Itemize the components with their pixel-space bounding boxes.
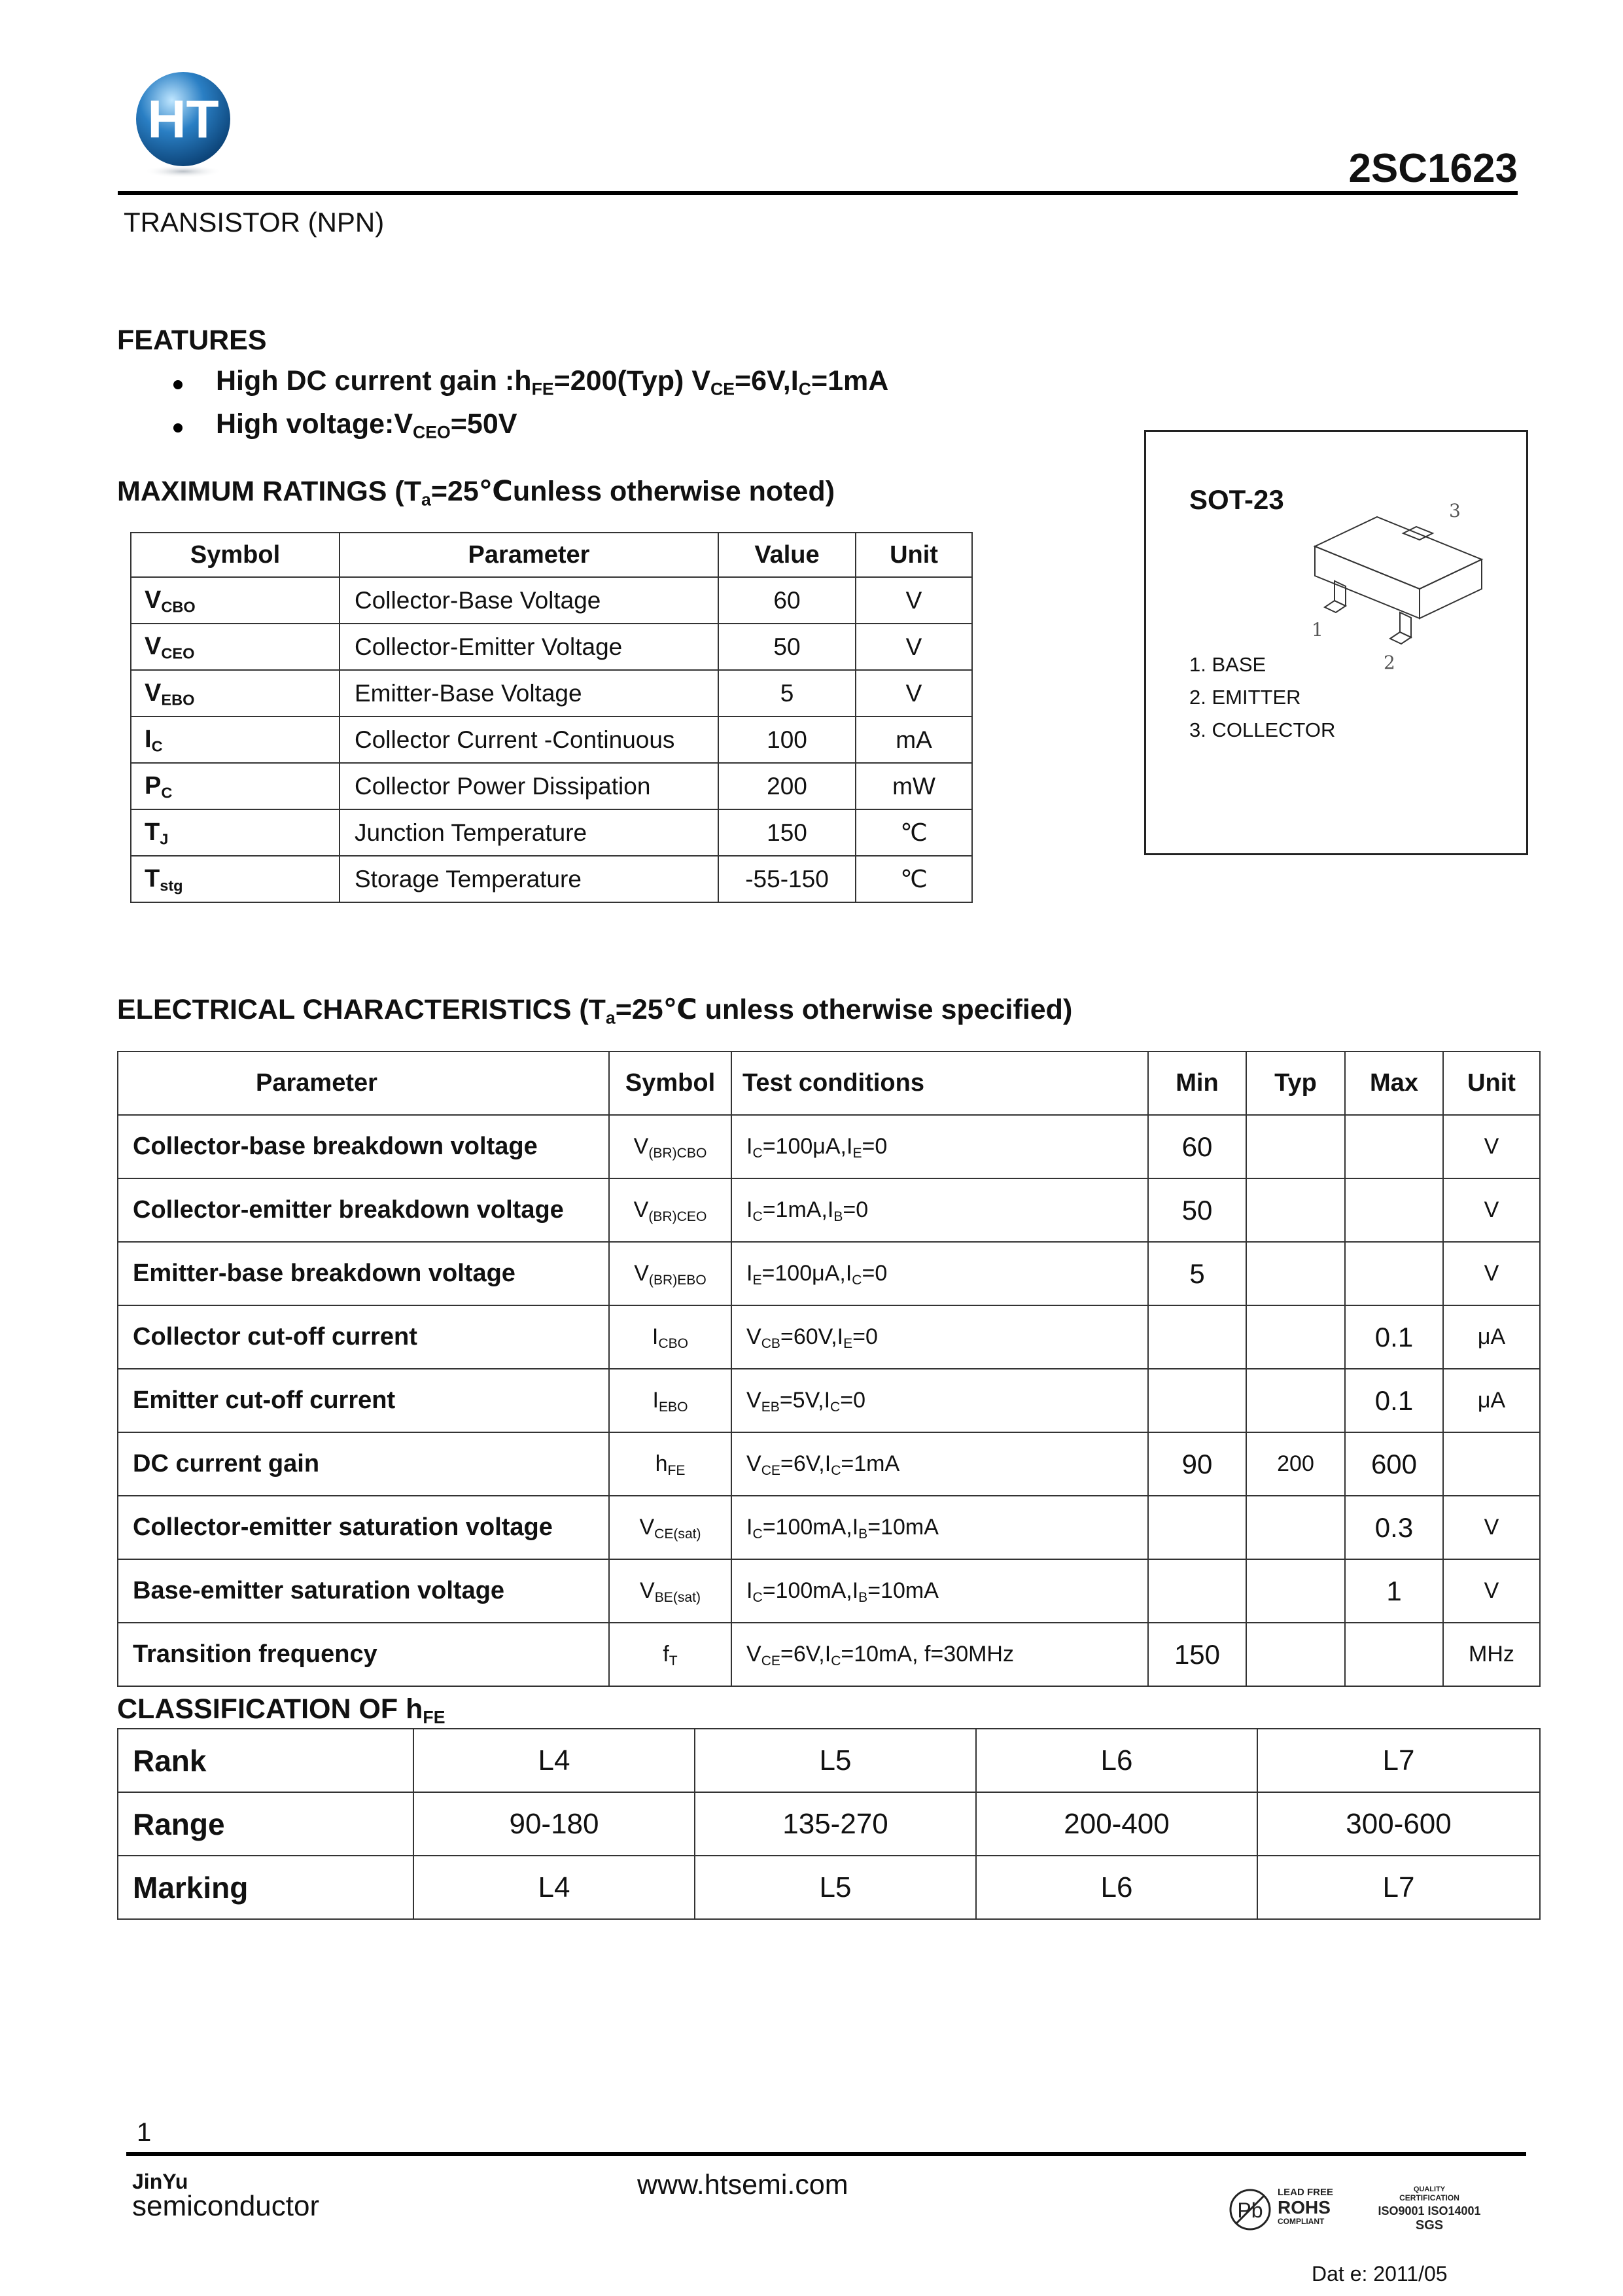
rating-unit: mW [856,763,972,809]
quality-text: QUALITY [1413,2185,1446,2193]
classification-cell: L5 [695,1729,976,1792]
rating-value: 50 [718,624,856,670]
table-row [118,1432,1540,1496]
column-header: Max [1345,1051,1443,1115]
test-condition: $V_{CB}=60V,I_E=0$ [731,1305,1148,1369]
rating-parameter: Collector-Emitter Voltage [340,624,718,670]
page-number: 1 [137,2118,152,2147]
typ-value [1246,1242,1345,1305]
classification-cell: 200-400 [976,1792,1257,1856]
rating-value: 150 [718,809,856,856]
unit-value [1443,1432,1540,1496]
characteristic-symbol: $f_T$ [609,1623,731,1686]
table-row [118,1178,1540,1242]
max-ratings-heading: MAXIMUM RATINGS ($T_a=25℃unless$ otherwise noted) [117,476,835,510]
logo-text: HT [147,90,219,149]
company-subtitle: semiconductor [132,2190,320,2222]
compliant-text: COMPLIANT [1278,2217,1325,2226]
classification-cell: L7 [1257,1729,1540,1792]
company-logo [134,72,232,180]
pin-number-3: 3 [1449,500,1461,521]
test-condition: $I_C=100\mu A,I_E=0$ [731,1115,1148,1178]
characteristic-symbol: $V_{(BR)CBO}$ [609,1115,731,1178]
classification-table [117,1728,1541,1920]
unit-value: V [1443,1178,1540,1242]
table-row [131,670,972,716]
test-condition: $V_{EB}=5V,I_C=0$ [731,1369,1148,1432]
classification-row-label: Rank [118,1729,413,1792]
classification-cell: L6 [976,1729,1257,1792]
typ-value [1246,1115,1345,1178]
classification-row-label: Range [118,1792,413,1856]
pin-number-1: 1 [1312,619,1323,641]
characteristic-symbol: $I_{EBO}$ [609,1369,731,1432]
rating-parameter: Emitter-Base Voltage [340,670,718,716]
characteristic-parameter: Base-emitter saturation voltage [118,1559,609,1623]
min-value [1148,1496,1246,1559]
min-value: 5 [1148,1242,1246,1305]
classification-cell: L5 [695,1856,976,1919]
rating-symbol: $P_C$ [131,763,340,809]
classification-heading: CLASSIFICATION OF $h_{FE}$ [117,1693,445,1727]
max-value [1345,1623,1443,1686]
part-number-title: 2SC1623 [1348,146,1518,191]
rating-symbol: $I_C$ [131,716,340,763]
sgs-text: SGS [1415,2218,1444,2233]
column-header: Typ [1246,1051,1345,1115]
unit-value: μA [1443,1369,1540,1432]
table-row [118,1369,1540,1432]
typ-value [1246,1369,1345,1432]
column-header: Parameter [118,1051,609,1115]
characteristic-parameter: Collector-base breakdown voltage [118,1115,609,1178]
table-row [131,577,972,624]
characteristic-symbol: $I_{CBO}$ [609,1305,731,1369]
table-row [131,624,972,670]
table-row [118,1559,1540,1623]
column-header: Test conditions [731,1051,1148,1115]
rating-value: -55-150 [718,856,856,902]
characteristic-symbol: $V_{CE(sat)}$ [609,1496,731,1559]
bullet-icon [173,423,183,433]
table-row [131,763,972,809]
typ-value [1246,1559,1345,1623]
classification-cell: 135-270 [695,1792,976,1856]
svg-text:Pb: Pb [1237,2199,1263,2222]
table-row [118,1242,1540,1305]
characteristic-parameter: Transition frequency [118,1623,609,1686]
rating-unit: ℃ [856,856,972,902]
test-condition: $V_{CE}=6V,I_C=10mA$, f=30MHz [731,1623,1148,1686]
typ-value: 200 [1246,1432,1345,1496]
certification-text: CERTIFICATION [1399,2193,1459,2202]
feature-dc-gain: High DC current gain $:h_{FE}=200(Typ)$ $V_{CE}=6V,I_C=1mA$ [216,365,889,399]
characteristic-symbol: $V_{(BR)EBO}$ [609,1242,731,1305]
pin-label-base: 1. BASE [1189,653,1266,676]
max-value [1345,1178,1443,1242]
rating-value: 100 [718,716,856,763]
footer-divider [126,2152,1526,2156]
characteristic-symbol: $V_{BE(sat)}$ [609,1559,731,1623]
test-condition: $I_C=1mA,I_B=0$ [731,1178,1148,1242]
rating-value: 200 [718,763,856,809]
lead-free-icon [1230,2190,1270,2229]
classification-cell: 90-180 [413,1792,695,1856]
rating-unit: V [856,670,972,716]
electrical-characteristics-table [117,1051,1541,1687]
classification-cell: L4 [413,1856,695,1919]
certification-logos [1227,2182,1501,2234]
feature-high-voltage: High $voltage:V_{CEO}=50V$ [216,408,517,442]
column-header: Symbol [131,533,340,577]
min-value: 150 [1148,1623,1246,1686]
pin-label-emitter: 2. EMITTER [1189,686,1301,709]
min-value: 60 [1148,1115,1246,1178]
column-header: Parameter [340,533,718,577]
classification-cell: L7 [1257,1856,1540,1919]
rating-unit: ℃ [856,809,972,856]
rating-parameter: Collector-Base Voltage [340,577,718,624]
features-heading: FEATURES [117,325,267,356]
characteristic-symbol: $V_{(BR)CEO}$ [609,1178,731,1242]
classification-row-label: Marking [118,1856,413,1919]
test-condition: $I_E=100\mu A,I_C=0$ [731,1242,1148,1305]
pin-number-2: 2 [1384,652,1395,673]
table-row [118,1623,1540,1686]
iso-text: ISO9001 ISO14001 [1378,2204,1481,2217]
table-row [131,856,972,902]
max-value [1345,1242,1443,1305]
table-row [118,1305,1540,1369]
rating-parameter: Storage Temperature [340,856,718,902]
min-value: 90 [1148,1432,1246,1496]
rating-parameter: Collector Power Dissipation [340,763,718,809]
characteristic-parameter: Emitter cut-off current [118,1369,609,1432]
characteristic-symbol: $h_{FE}$ [609,1432,731,1496]
rating-value: 60 [718,577,856,624]
table-row [118,1115,1540,1178]
rating-unit: V [856,577,972,624]
header-divider [118,191,1518,195]
max-value: 0.3 [1345,1496,1443,1559]
column-header: Value [718,533,856,577]
typ-value [1246,1623,1345,1686]
characteristic-parameter: Collector cut-off current [118,1305,609,1369]
characteristic-parameter: DC current gain [118,1432,609,1496]
sot23-package-drawing [1305,497,1495,674]
unit-value: μA [1443,1305,1540,1369]
website-link[interactable]: www.htsemi.com [637,2169,848,2200]
unit-value: V [1443,1496,1540,1559]
unit-value: V [1443,1559,1540,1623]
rating-symbol: $V_{CEO}$ [131,624,340,670]
typ-value [1246,1305,1345,1369]
rating-symbol: $V_{CBO}$ [131,577,340,624]
rating-unit: V [856,624,972,670]
rating-value: 5 [718,670,856,716]
characteristic-parameter: Emitter-base breakdown voltage [118,1242,609,1305]
rating-symbol: $V_{EBO}$ [131,670,340,716]
rating-parameter: Collector Current -Continuous [340,716,718,763]
min-value [1148,1305,1246,1369]
test-condition: $I_C=100mA,I_B=10mA$ [731,1496,1148,1559]
max-value: 0.1 [1345,1369,1443,1432]
min-value [1148,1559,1246,1623]
max-value [1345,1115,1443,1178]
company-name: JinYu [132,2170,188,2193]
table-row [118,1496,1540,1559]
table-header-row [131,533,972,577]
table-header-row [118,1051,1540,1115]
typ-value [1246,1178,1345,1242]
rating-unit: mA [856,716,972,763]
min-value: 50 [1148,1178,1246,1242]
column-header: Unit [856,533,972,577]
typ-value [1246,1496,1345,1559]
rating-symbol: $T_{stg}$ [131,856,340,902]
table-row [131,809,972,856]
table-row [118,1792,1540,1856]
bullet-icon [173,380,183,389]
characteristic-parameter: Collector-emitter breakdown voltage [118,1178,609,1242]
table-row [118,1856,1540,1919]
classification-cell: 300-600 [1257,1792,1540,1856]
table-row [131,716,972,763]
column-header: Unit [1443,1051,1540,1115]
classification-cell: L6 [976,1856,1257,1919]
max-value: 600 [1345,1432,1443,1496]
lead-free-text: LEAD FREE [1278,2187,1334,2198]
device-type-subtitle: TRANSISTOR (NPN) [124,207,385,238]
rohs-text: ROHS [1278,2197,1331,2217]
unit-value: V [1443,1115,1540,1178]
revision-date: Dat e: 2011/05 [1312,2262,1448,2286]
table-row [118,1729,1540,1792]
electrical-characteristics-heading: ELECTRICAL CHARACTERISTICS ($T_a=25℃$ unless otherwise specified) [117,994,1073,1028]
rating-parameter: Junction Temperature [340,809,718,856]
min-value [1148,1369,1246,1432]
max-value: 1 [1345,1559,1443,1623]
unit-value: MHz [1443,1623,1540,1686]
max-value: 0.1 [1345,1305,1443,1369]
test-condition: $V_{CE}=6V,I_C=1mA$ [731,1432,1148,1496]
rating-symbol: $T_J$ [131,809,340,856]
characteristic-parameter: Collector-emitter saturation voltage [118,1496,609,1559]
unit-value: V [1443,1242,1540,1305]
max-ratings-table [130,532,973,903]
classification-cell: L4 [413,1729,695,1792]
column-header: Symbol [609,1051,731,1115]
pin-label-collector: 3. COLLECTOR [1189,718,1336,741]
column-header: Min [1148,1051,1246,1115]
test-condition: $I_C=100mA,I_B=10mA$ [731,1559,1148,1623]
package-name: SOT-23 [1189,484,1284,515]
